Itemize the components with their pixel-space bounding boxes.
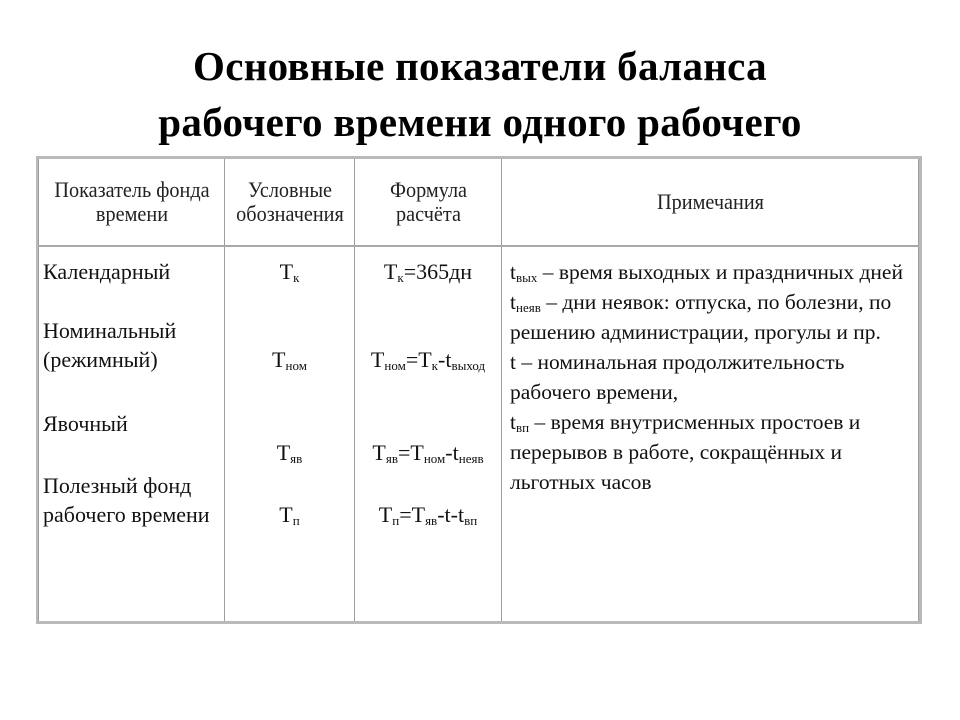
header-indicator (46, 159, 217, 246)
symbol-nominal: $Т_{ном}$ (272, 347, 307, 373)
page-title (0, 38, 960, 150)
symbol-calendar: $Т_к$ (279, 259, 300, 285)
page-title-line-2: рабочего времени одного рабочего (158, 99, 802, 145)
indicator-useful: Полезный фонд (43, 473, 192, 498)
header-symbol (230, 159, 350, 246)
symbol-attendance: $Т_{яв}$ (276, 440, 303, 466)
header-symbol-line-2: обозначения (235, 201, 344, 226)
header-notes (518, 159, 902, 246)
header-indicator-line-2: времени (95, 201, 168, 226)
header-formula (360, 159, 495, 246)
note-line-5: рабочего времени, (510, 380, 679, 404)
header-indicator-line-1: Показатель фонда (53, 177, 210, 202)
note-line-6: $t_{вп}$ – время внутрисменных простоев и (510, 410, 861, 435)
formula-useful: $Т_п=Т_{яв}-t-t_{вп}$ (378, 502, 478, 528)
header-formula-line-2: расчёта (395, 201, 461, 226)
note-line-3: решению администрации, прогулы и пр. (510, 320, 881, 344)
indicator-useful-line-2: рабочего времени (43, 502, 210, 527)
symbol-cell (225, 246, 355, 621)
indicator-cell (39, 246, 225, 621)
formula-calendar: $Т_к=365дн$ (383, 259, 473, 285)
note-line-4: t – номинальная продолжительность (510, 350, 845, 374)
formula-nominal: $Т_{ном}=Т_к-t_{выход}$ (370, 347, 486, 373)
header-formula-line-1: Формула (389, 177, 467, 202)
indicator-nominal: Номинальный (43, 318, 177, 343)
indicator-attendance: Явочный (43, 411, 128, 436)
header-symbol-line-1: Условные (247, 177, 332, 202)
note-line-2: $t_{неяв}$ – дни неявок: отпуска, по болезни, по (510, 290, 892, 315)
note-line-7: перерывов в работе, сокращённых и (510, 440, 842, 464)
symbol-useful: $Т_п$ (279, 502, 300, 528)
indicator-calendar: Календарный (43, 259, 171, 284)
notes-cell (502, 246, 919, 621)
indicator-nominal-note: (режимный) (43, 347, 158, 372)
table-header-row (39, 159, 919, 246)
note-line-8: льготных часов (510, 470, 652, 494)
header-notes-line-1: Примечания (656, 189, 764, 214)
table-row (39, 246, 919, 621)
formula-cell (355, 246, 502, 621)
page-title-line-1: Основные показатели баланса (193, 43, 767, 89)
formula-attendance: $Т_{яв}=Т_{ном}-t_{неяв}$ (372, 440, 484, 466)
balance-table (36, 156, 922, 624)
note-line-1: $t_{вых}$ – время выходных и праздничных дней (510, 260, 903, 285)
